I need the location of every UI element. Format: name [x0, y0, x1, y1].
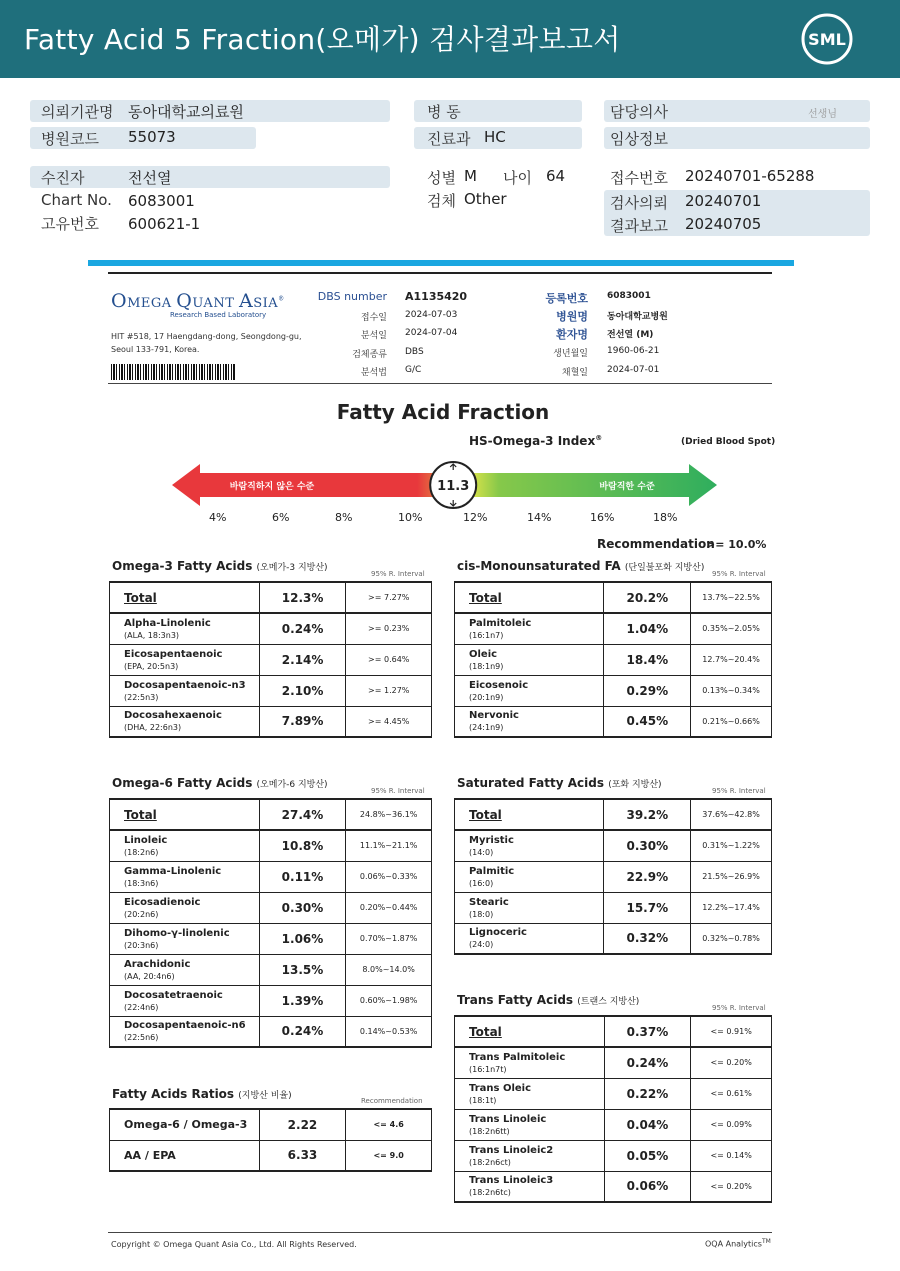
- table-row: Oleic (18:1n9) 18.4% 12.7%~20.4%: [455, 644, 772, 675]
- omega3-interval-label: 95% R. Interval: [371, 570, 425, 578]
- chart-no-value: 6083001: [128, 192, 195, 210]
- table-row: Eicosapentaenoic (EPA, 20:5n3) 2.14% >= 0.64%: [110, 644, 432, 675]
- dob-label: 생년월일: [553, 349, 588, 359]
- svg-text:SML: SML: [808, 30, 846, 49]
- table-row: Arachidonic (AA, 20:4n6) 13.5% 8.0%~14.0%: [110, 954, 432, 985]
- hospital-value: 동아대학교병원: [607, 312, 668, 322]
- unique-no-value: 600621-1: [128, 215, 201, 233]
- mufa-table: [454, 581, 772, 738]
- omega3-title: Omega-3 Fatty Acids (오메가-3 지방산): [112, 559, 328, 573]
- doctor-suffix: 선생님: [808, 109, 837, 120]
- tick-18: 18%: [653, 511, 678, 524]
- specimen-type-label: 검체종류: [352, 350, 387, 360]
- table-row: Trans Linoleic (18:2n6tt) 0.04% <= 0.09%: [455, 1109, 772, 1140]
- hospital-label: 병원명: [556, 310, 588, 323]
- table-row: Total 20.2% 13.7%~22.5%: [455, 582, 772, 613]
- tick-10: 10%: [398, 511, 423, 524]
- dob-value: 1960-06-21: [607, 346, 660, 356]
- omega3-index-gauge: [172, 456, 717, 516]
- institution-value: 동아대학교의료원: [128, 103, 244, 121]
- omega3-table: [109, 581, 432, 738]
- report-head-rule: [108, 383, 772, 384]
- report-header: [0, 0, 900, 78]
- received-value: 2024-07-03: [405, 310, 458, 320]
- recommendation-value: >= 10.0%: [706, 538, 767, 551]
- table-row: Eicosenoic (20:1n9) 0.29% 0.13%~0.34%: [455, 675, 772, 706]
- table-row: Total 12.3% >= 7.27%: [110, 582, 432, 613]
- barcode: [111, 364, 236, 380]
- reg-no-value: 6083001: [607, 291, 651, 301]
- report-title: Fatty Acid 5 Fraction(오메가) 검사결과보고서: [24, 23, 621, 56]
- department-label: 진료과: [427, 130, 471, 148]
- patient-value: 전선열 (M): [607, 330, 654, 340]
- footer-rule: [108, 1232, 772, 1233]
- table-row: Docosahexaenoic (DHA, 22:6n3) 7.89% >= 4.45%: [110, 706, 432, 737]
- dried-blood-spot-label: (Dried Blood Spot): [681, 437, 776, 447]
- omega6-table: [109, 798, 432, 1048]
- reg-no-label: 등록번호: [545, 292, 588, 305]
- sex-label: 성별: [427, 169, 456, 187]
- report-date-label: 결과보고: [610, 217, 668, 235]
- table-row: Trans Linoleic3 (18:2n6tc) 0.06% <= 0.20%: [455, 1171, 772, 1202]
- table-row: Trans Linoleic2 (18:2n6ct) 0.05% <= 0.14%: [455, 1140, 772, 1171]
- table-row: Myristic (14:0) 0.30% 0.31%~1.22%: [455, 830, 772, 861]
- table-row: Linoleic (18:2n6) 10.8% 11.1%~21.1%: [110, 830, 432, 861]
- table-row: Lignoceric (24:0) 0.32% 0.32%~0.78%: [455, 923, 772, 954]
- recommendation-label: Recommendation: [597, 537, 715, 551]
- copyright-text: Copyright © Omega Quant Asia Co., Ltd. All Rights Reserved.: [111, 1240, 357, 1249]
- omega6-title: Omega-6 Fatty Acids (오메가-6 지방산): [112, 776, 328, 790]
- tick-6: 6%: [272, 511, 290, 524]
- receipt-no-label: 접수번호: [610, 169, 668, 187]
- fraction-title: Fatty Acid Fraction: [336, 400, 550, 424]
- lab-address-line1: HIT #518, 17 Haengdang-dong, Seongdong-gu,: [111, 332, 302, 341]
- table-row: Stearic (18:0) 15.7% 12.2%~17.4%: [455, 892, 772, 923]
- report-top-rule: [108, 272, 772, 274]
- omega-quant-logo: OMEGA QUANT ASIA®: [111, 290, 285, 312]
- hospital-code-value: 55073: [128, 128, 176, 146]
- low-zone-label: 바람직하지 않은 수준: [229, 482, 315, 492]
- table-row: Docosatetraenoic (22:4n6) 1.39% 0.60%~1.98%: [110, 985, 432, 1016]
- mufa-title: cis-Monounsaturated FA (단일불포화 지방산): [457, 559, 705, 573]
- table-row: Palmitic (16:0) 22.9% 21.5%~26.9%: [455, 861, 772, 892]
- collected-label: 채혈일: [561, 368, 588, 378]
- request-date-value: 20240701: [685, 192, 762, 210]
- lab-address-line2: Seoul 133-791, Korea.: [111, 345, 200, 354]
- age-value: 64: [546, 167, 566, 185]
- hs-omega3-title: HS-Omega-3 Index®: [469, 434, 603, 448]
- trans-title: Trans Fatty Acids (트랜스 지방산): [457, 993, 640, 1007]
- patient-label: 환자명: [556, 328, 588, 341]
- table-row: Trans Oleic (18:1t) 0.22% <= 0.61%: [455, 1078, 772, 1109]
- dbs-number-label: DBS number: [317, 290, 387, 303]
- mufa-interval-label: 95% R. Interval: [712, 570, 766, 578]
- section-divider: [88, 260, 794, 266]
- saturated-table: [454, 798, 772, 955]
- trans-interval-label: 95% R. Interval: [712, 1004, 766, 1012]
- ratios-title: Fatty Acids Ratios (지방산 비율): [112, 1087, 292, 1101]
- specimen-value: Other: [464, 190, 507, 208]
- ward-label: 병 동: [427, 103, 461, 121]
- analyzed-value: 2024-07-04: [405, 328, 458, 338]
- specimen-type-value: DBS: [405, 347, 424, 357]
- tick-8: 8%: [335, 511, 353, 524]
- tick-16: 16%: [590, 511, 615, 524]
- table-row: Docosapentaenoic-n3 (22:5n3) 2.10% >= 1.27%: [110, 675, 432, 706]
- lab-tagline: Research Based Laboratory: [170, 311, 267, 319]
- specimen-label: 검체: [427, 192, 456, 210]
- analytics-brand: OQA Analytics™: [705, 1238, 771, 1249]
- request-date-label: 검사의뢰: [610, 194, 668, 212]
- table-row: Dihomo-γ-linolenic (20:3n6) 1.06% 0.70%~1.87%: [110, 923, 432, 954]
- method-label: 분석법: [360, 368, 387, 378]
- table-row: Trans Palmitoleic (16:1n7t) 0.24% <= 0.20%: [455, 1047, 772, 1078]
- institution-label: 의뢰기관명: [41, 103, 114, 121]
- collected-value: 2024-07-01: [607, 365, 660, 375]
- omega6-interval-label: 95% R. Interval: [371, 787, 425, 795]
- tick-4: 4%: [209, 511, 227, 524]
- sml-logo: [800, 12, 854, 66]
- sex-value: M: [464, 167, 477, 185]
- table-row: Nervonic (24:1n9) 0.45% 0.21%~0.66%: [455, 706, 772, 737]
- received-label: 접수일: [360, 313, 387, 323]
- examinee-label: 수진자: [41, 169, 85, 187]
- examinee-value: 전선열: [128, 169, 172, 187]
- ratios-recommendation-label: Recommendation: [361, 1097, 423, 1105]
- table-row: Alpha-Linolenic (ALA, 18:3n3) 0.24% >= 0.23%: [110, 613, 432, 644]
- department-value: HC: [484, 128, 506, 146]
- tick-14: 14%: [527, 511, 552, 524]
- ratios-table: [109, 1108, 432, 1172]
- receipt-no-value: 20240701-65288: [685, 167, 815, 185]
- saturated-title: Saturated Fatty Acids (포화 지방산): [457, 776, 662, 790]
- table-row: Total 0.37% <= 0.91%: [455, 1016, 772, 1047]
- table-row: Gamma-Linolenic (18:3n6) 0.11% 0.06%~0.33%: [110, 861, 432, 892]
- age-label: 나이: [503, 169, 532, 187]
- method-value: G/C: [405, 365, 422, 375]
- tick-12: 12%: [463, 511, 488, 524]
- chart-no-label: Chart No.: [41, 191, 112, 209]
- high-zone-label: 바람직한 수준: [599, 482, 655, 492]
- doctor-label: 담당의사: [610, 103, 668, 121]
- saturated-interval-label: 95% R. Interval: [712, 787, 766, 795]
- clinical-info-label: 임상정보: [610, 130, 668, 148]
- table-row: Eicosadienoic (20:2n6) 0.30% 0.20%~0.44%: [110, 892, 432, 923]
- table-row: Total 39.2% 37.6%~42.8%: [455, 799, 772, 830]
- index-value-text: 11.3: [437, 479, 470, 494]
- report-date-value: 20240705: [685, 215, 762, 233]
- table-row: Total 27.4% 24.8%~36.1%: [110, 799, 432, 830]
- table-row: Docosapentaenoic-n6 (22:5n6) 0.24% 0.14%~0.53%: [110, 1016, 432, 1047]
- trans-table: [454, 1015, 772, 1203]
- table-row: Omega-6 / Omega-3 2.22 <= 4.6: [110, 1109, 432, 1140]
- hospital-code-label: 병원코드: [41, 130, 99, 148]
- table-row: Palmitoleic (16:1n7) 1.04% 0.35%~2.05%: [455, 613, 772, 644]
- analyzed-label: 분석일: [360, 331, 387, 341]
- index-value-marker: [430, 462, 476, 508]
- dbs-number-value: A1135420: [405, 290, 468, 303]
- unique-no-label: 고유번호: [41, 215, 99, 233]
- table-row: AA / EPA 6.33 <= 9.0: [110, 1140, 432, 1171]
